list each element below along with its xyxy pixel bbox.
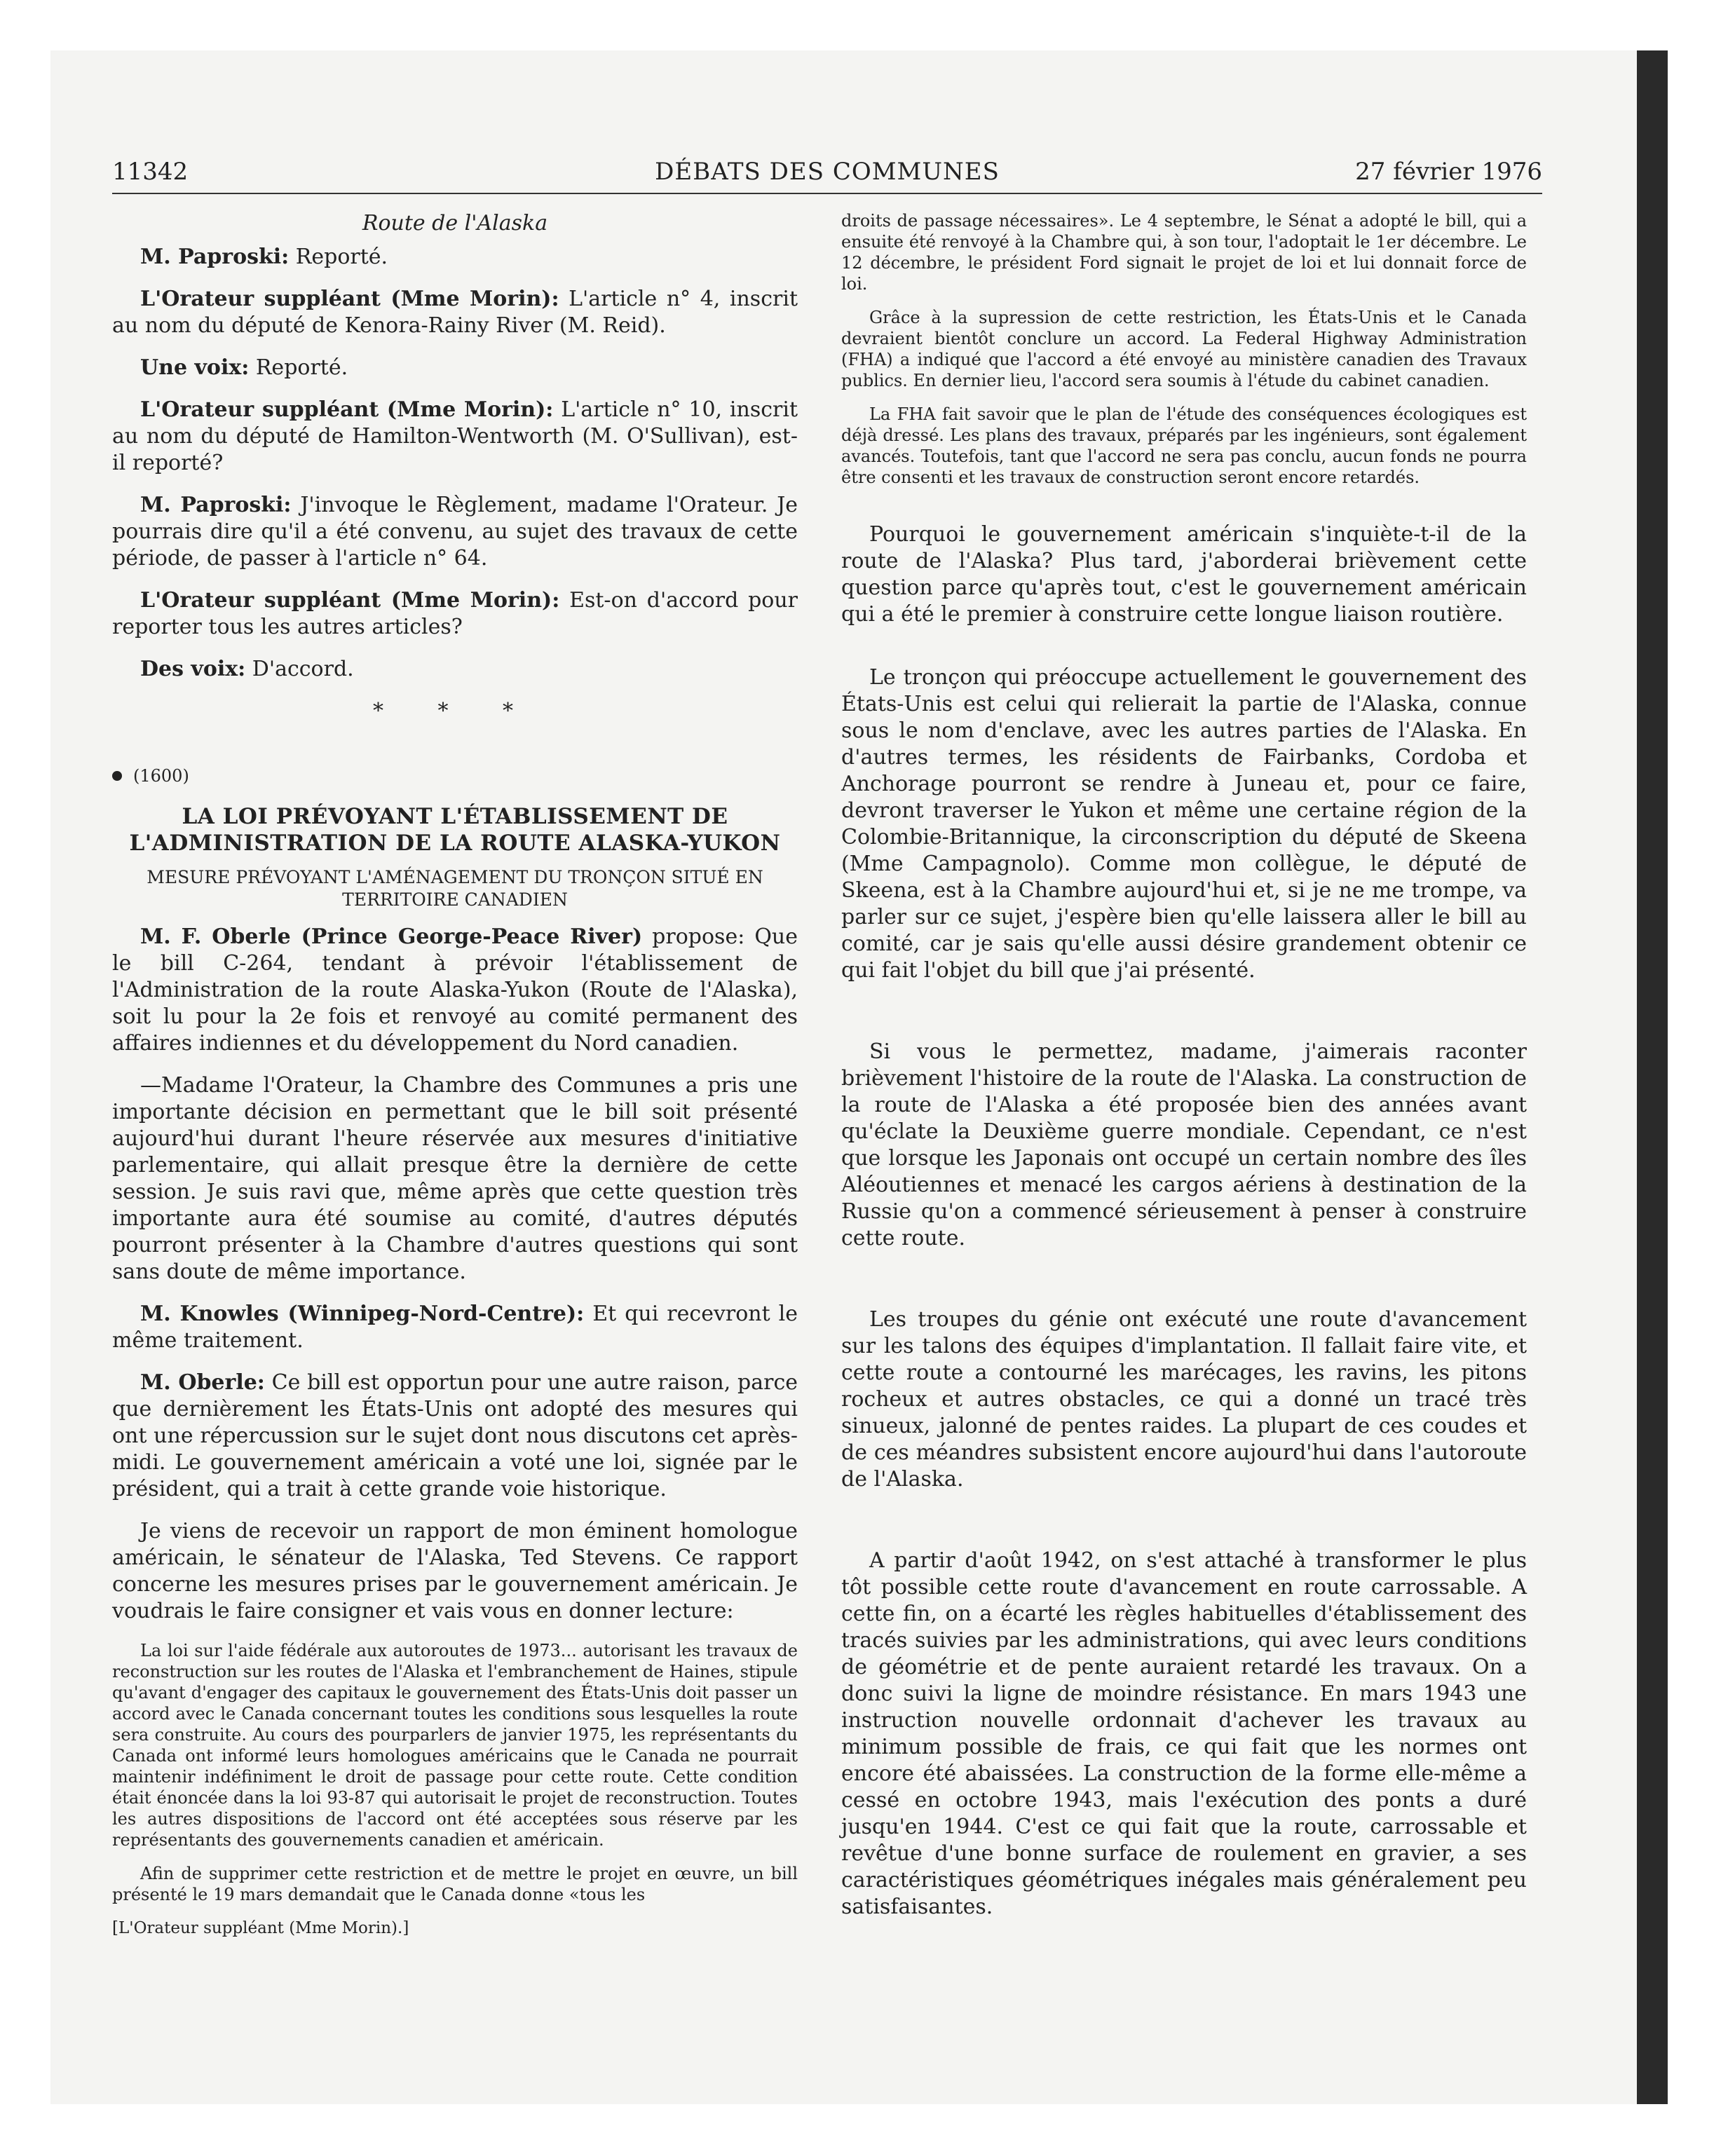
speaker: M. F. Oberle (Prince George-Peace River): [140, 925, 643, 949]
article-subheading: MESURE PRÉVOYANT L'AMÉNAGEMENT DU TRONÇON SITUÉ EN TERRITOIRE CANADIEN: [147, 867, 763, 910]
page-date: 27 février 1976: [1355, 158, 1542, 186]
quotation: droits de passage nécessaires». Le 4 septembre, le Sénat a adopté le bill, qui a ensuite été renvoyé à la Chambre qui, à son tour, l'adoptait le 1er décembre. Le 12 décembre, le président Ford signait le projet de loi et lui donnait force de loi.: [841, 211, 1527, 294]
speaker: M. Paproski:: [140, 245, 290, 269]
speaker: Des voix:: [140, 657, 246, 681]
paragraph: Je viens de recevoir un rapport de mon éminent homologue américain, le sénateur de l'Alaska, Ted Stevens. Ce rapport concerne les mesures prises par le gouvernement américain. Je voudrais le faire consigner et vais vous en donner lecture:: [112, 1519, 798, 1623]
paragraph: Si vous le permettez, madame, j'aimerais raconter brièvement l'histoire de la route de l'Alaska. La construction de la route de l'Alaska a été proposée bien des années avant qu'éclate la Deuxième guerre mondiale. Cependant, ce n'est que lorsque les Japonais ont occupé un certain nombre des îles Aléoutiennes et menacé les cargos aériens à destination de la Russie qu'on a commencé sérieusement à penser à construire cette route.: [841, 1039, 1527, 1250]
quotation: Afin de supprimer cette restriction et de mettre le projet en œuvre, un bill présenté le 19 mars demandait que le Canada donne «tous les: [112, 1864, 798, 1904]
speaker: L'Orateur suppléant (Mme Morin):: [140, 588, 560, 613]
speech: L'article n° 4, inscrit au nom du député de Kenora-Rainy River (M. Reid).: [112, 287, 798, 338]
paragraph: Le tronçon qui préoccupe actuellement le gouvernement des États-Unis est celui qui relierait la partie de l'Alaska, connue sous le nom d'enclave, avec les autres parties de l'Alaska. En d'autres termes, les résidents de Fairbanks, Cordoba et Anchorage pourront se rendre à Juneau et, pour ce faire, devront traverser le Yukon et même une certaine région de la Colombie-Britannique, la circonscription du député de Skeena (Mme Campagnolo). Comme mon collègue, le député de Skeena, est à la Chambre aujourd'hui et, si je ne me trompe, va parler sur ce sujet, j'espère bien qu'elle laissera aller le bill au comité, car je sais qu'elle aussi désire grandement obtenir ce qui fait l'objet du bill que j'ai présenté.: [841, 665, 1527, 983]
right-column: [841, 210, 1527, 1936]
paragraph: [112, 355, 798, 381]
speaker: L'Orateur suppléant (Mme Morin):: [140, 287, 559, 311]
speech: Est-on d'accord pour reporter tous les autres articles?: [112, 588, 798, 639]
timestamp: [112, 763, 798, 789]
speaker: M. Oberle:: [140, 1370, 265, 1395]
speaker: Une voix:: [140, 355, 250, 380]
bullet-icon: [112, 771, 122, 781]
paragraph: [112, 656, 798, 683]
speech: L'article n° 10, inscrit au nom du député de Hamilton-Wentworth (M. O'Sullivan), est-il reporté?: [112, 397, 798, 475]
speaker: L'Orateur suppléant (Mme Morin):: [140, 397, 554, 422]
speech: Reporté.: [289, 245, 388, 269]
paragraph: [112, 492, 798, 572]
paragraph: [112, 286, 798, 339]
left-column: [112, 210, 798, 1939]
paragraph: [112, 1301, 798, 1354]
paragraph: —Madame l'Orateur, la Chambre des Communes a pris une importante décision en permettant que le bill soit présenté aujourd'hui durant l'heure réservée aux mesures d'initiative parlementaire, qui allait presque être la dernière de cette session. Je suis ravi que, même après que cette question très importante aura été soumise au comité, d'autres députés pourront présenter à la Chambre d'autres questions qui sont sans doute de même importance.: [112, 1073, 798, 1284]
paragraph: [112, 1370, 798, 1503]
paragraph: [112, 587, 798, 641]
quotation: La loi sur l'aide fédérale aux autoroutes de 1973... autorisant les travaux de reconstruction sur les routes de l'Alaska et l'embranchement de Haines, stipule qu'avant d'engager des capitaux le gouvernement des États-Unis doit passer un accord avec le Canada concernant toutes les conditions sous lesquelles la route sera construite. Au cours des pourparlers de janvier 1975, les représentants du Canada ont informé leurs homologues américains que le Canada ne pourrait maintenir indéfiniment le droit de passage pour cette route. Cette condition était énoncée dans la loi 93-87 qui autorisait le projet de reconstruction. Toutes les autres dispositions de l'accord ont été acceptées sous réserve par les représentants des gouvernements canadien et américain.: [112, 1641, 798, 1850]
speech: Et qui recevront le même traitement.: [112, 1302, 798, 1353]
speech: D'accord.: [245, 657, 354, 681]
paragraph: [112, 924, 798, 1057]
paragraph: Les troupes du génie ont exécuté une route d'avancement sur les talons des équipes d'implantation. Il fallait faire vite, et cette route a contourné les marécages, les ravins, les pitons rocheux et autres obstacles, ce qui a donné un tracé très sinueux, jalonné de pentes raides. La plupart de ces coudes et de ces méandres subsistent encore aujourd'hui dans l'autoroute de l'Alaska.: [841, 1307, 1527, 1492]
speech: J'invoque le Règlement, madame l'Orateur. Je pourrais dire qu'il a été convenu, au sujet des travaux de cette période, de passer à l'article n° 64.: [112, 493, 798, 571]
quotation: Grâce à la supression de cette restriction, les États-Unis et le Canada devraient bientôt conclure un accord. La Federal Highway Administration (FHA) a indiqué que l'accord a été envoyé au ministère canadien des Travaux publics. En dernier lieu, l'accord sera soumis à l'étude du cabinet canadien.: [841, 308, 1527, 390]
publication-title: DÉBATS DES COMMUNES: [655, 158, 1000, 186]
speech: propose: Que le bill C-264, tendant à prévoir l'établissement de l'Administration de la route Alaska-Yukon (Route de l'Alaska), soit lu pour la 2e fois et renvoyé au comité permanent des affaires indiennes et du développement du Nord canadien.: [112, 925, 798, 1056]
page-header: [112, 151, 1542, 194]
page-number: 11342: [112, 158, 189, 186]
quotation: La FHA fait savoir que le plan de l'étude des conséquences écologiques est déjà dressé. Les plans des travaux, préparés par les ingénieurs, sont également avancés. Toutefois, tant que l'accord ne sera pas conclu, aucun fonds ne pourra être consenti et les travaux de construction seront encore retardés.: [841, 404, 1527, 487]
scan-edge: [1637, 50, 1668, 2104]
section-separator: * * *: [372, 699, 538, 723]
paragraph: [112, 244, 798, 271]
speech: Ce bill est opportun pour une autre raison, parce que dernièrement les États-Unis ont adopté des mesures qui ont une répercussion sur le sujet dont nous discutons cet après-midi. Le gouvernement américain a voté une loi, signée par le président, qui a trait à cette grande voie historique.: [112, 1370, 798, 1501]
speaker: M. Knowles (Winnipeg-Nord-Centre):: [140, 1302, 585, 1326]
speech: Reporté.: [249, 355, 348, 380]
paragraph: [112, 397, 798, 477]
paragraph: Pourquoi le gouvernement américain s'inquiète-t-il de la route de l'Alaska? Plus tard, j'aborderai brièvement cette question parce qu'après tout, c'est le gouvernement américain qui a été le premier à construire cette longue liaison routière.: [841, 522, 1527, 627]
section-subtitle: Route de l'Alaska: [362, 211, 548, 236]
speaker: M. Paproski:: [140, 493, 292, 517]
paragraph: A partir d'août 1942, on s'est attaché à transformer le plus tôt possible cette route d'avancement en route carrossable. A cette fin, on a écarté les règles habituelles d'établissement des tracés suivies par les administrations, qui avec leurs conditions de géométrie et de pente auraient retardé les travaux. On a donc suivi la ligne de moindre résistance. En mars 1943 une instruction nouvelle ordonnait d'achever les travaux au minimum possible de frais, ce qui fait que les normes ont encore été abaissées. La construction de la forme elle-même a cessé en octobre 1943, mais l'exécution des ponts a duré jusqu'en 1944. C'est ce qui fait que la route, carrossable et revêtue d'une bonne surface de roulement en gravier, a ses caractéristiques géométriques inégales mais généralement peu satisfaisantes.: [841, 1548, 1527, 1919]
speaker-footnote: [L'Orateur suppléant (Mme Morin).]: [112, 1919, 409, 1937]
article-heading: LA LOI PRÉVOYANT L'ÉTABLISSEMENT DE L'ADMINISTRATION DE LA ROUTE ALASKA-YUKON: [129, 804, 781, 856]
time-text: (1600): [133, 766, 189, 786]
